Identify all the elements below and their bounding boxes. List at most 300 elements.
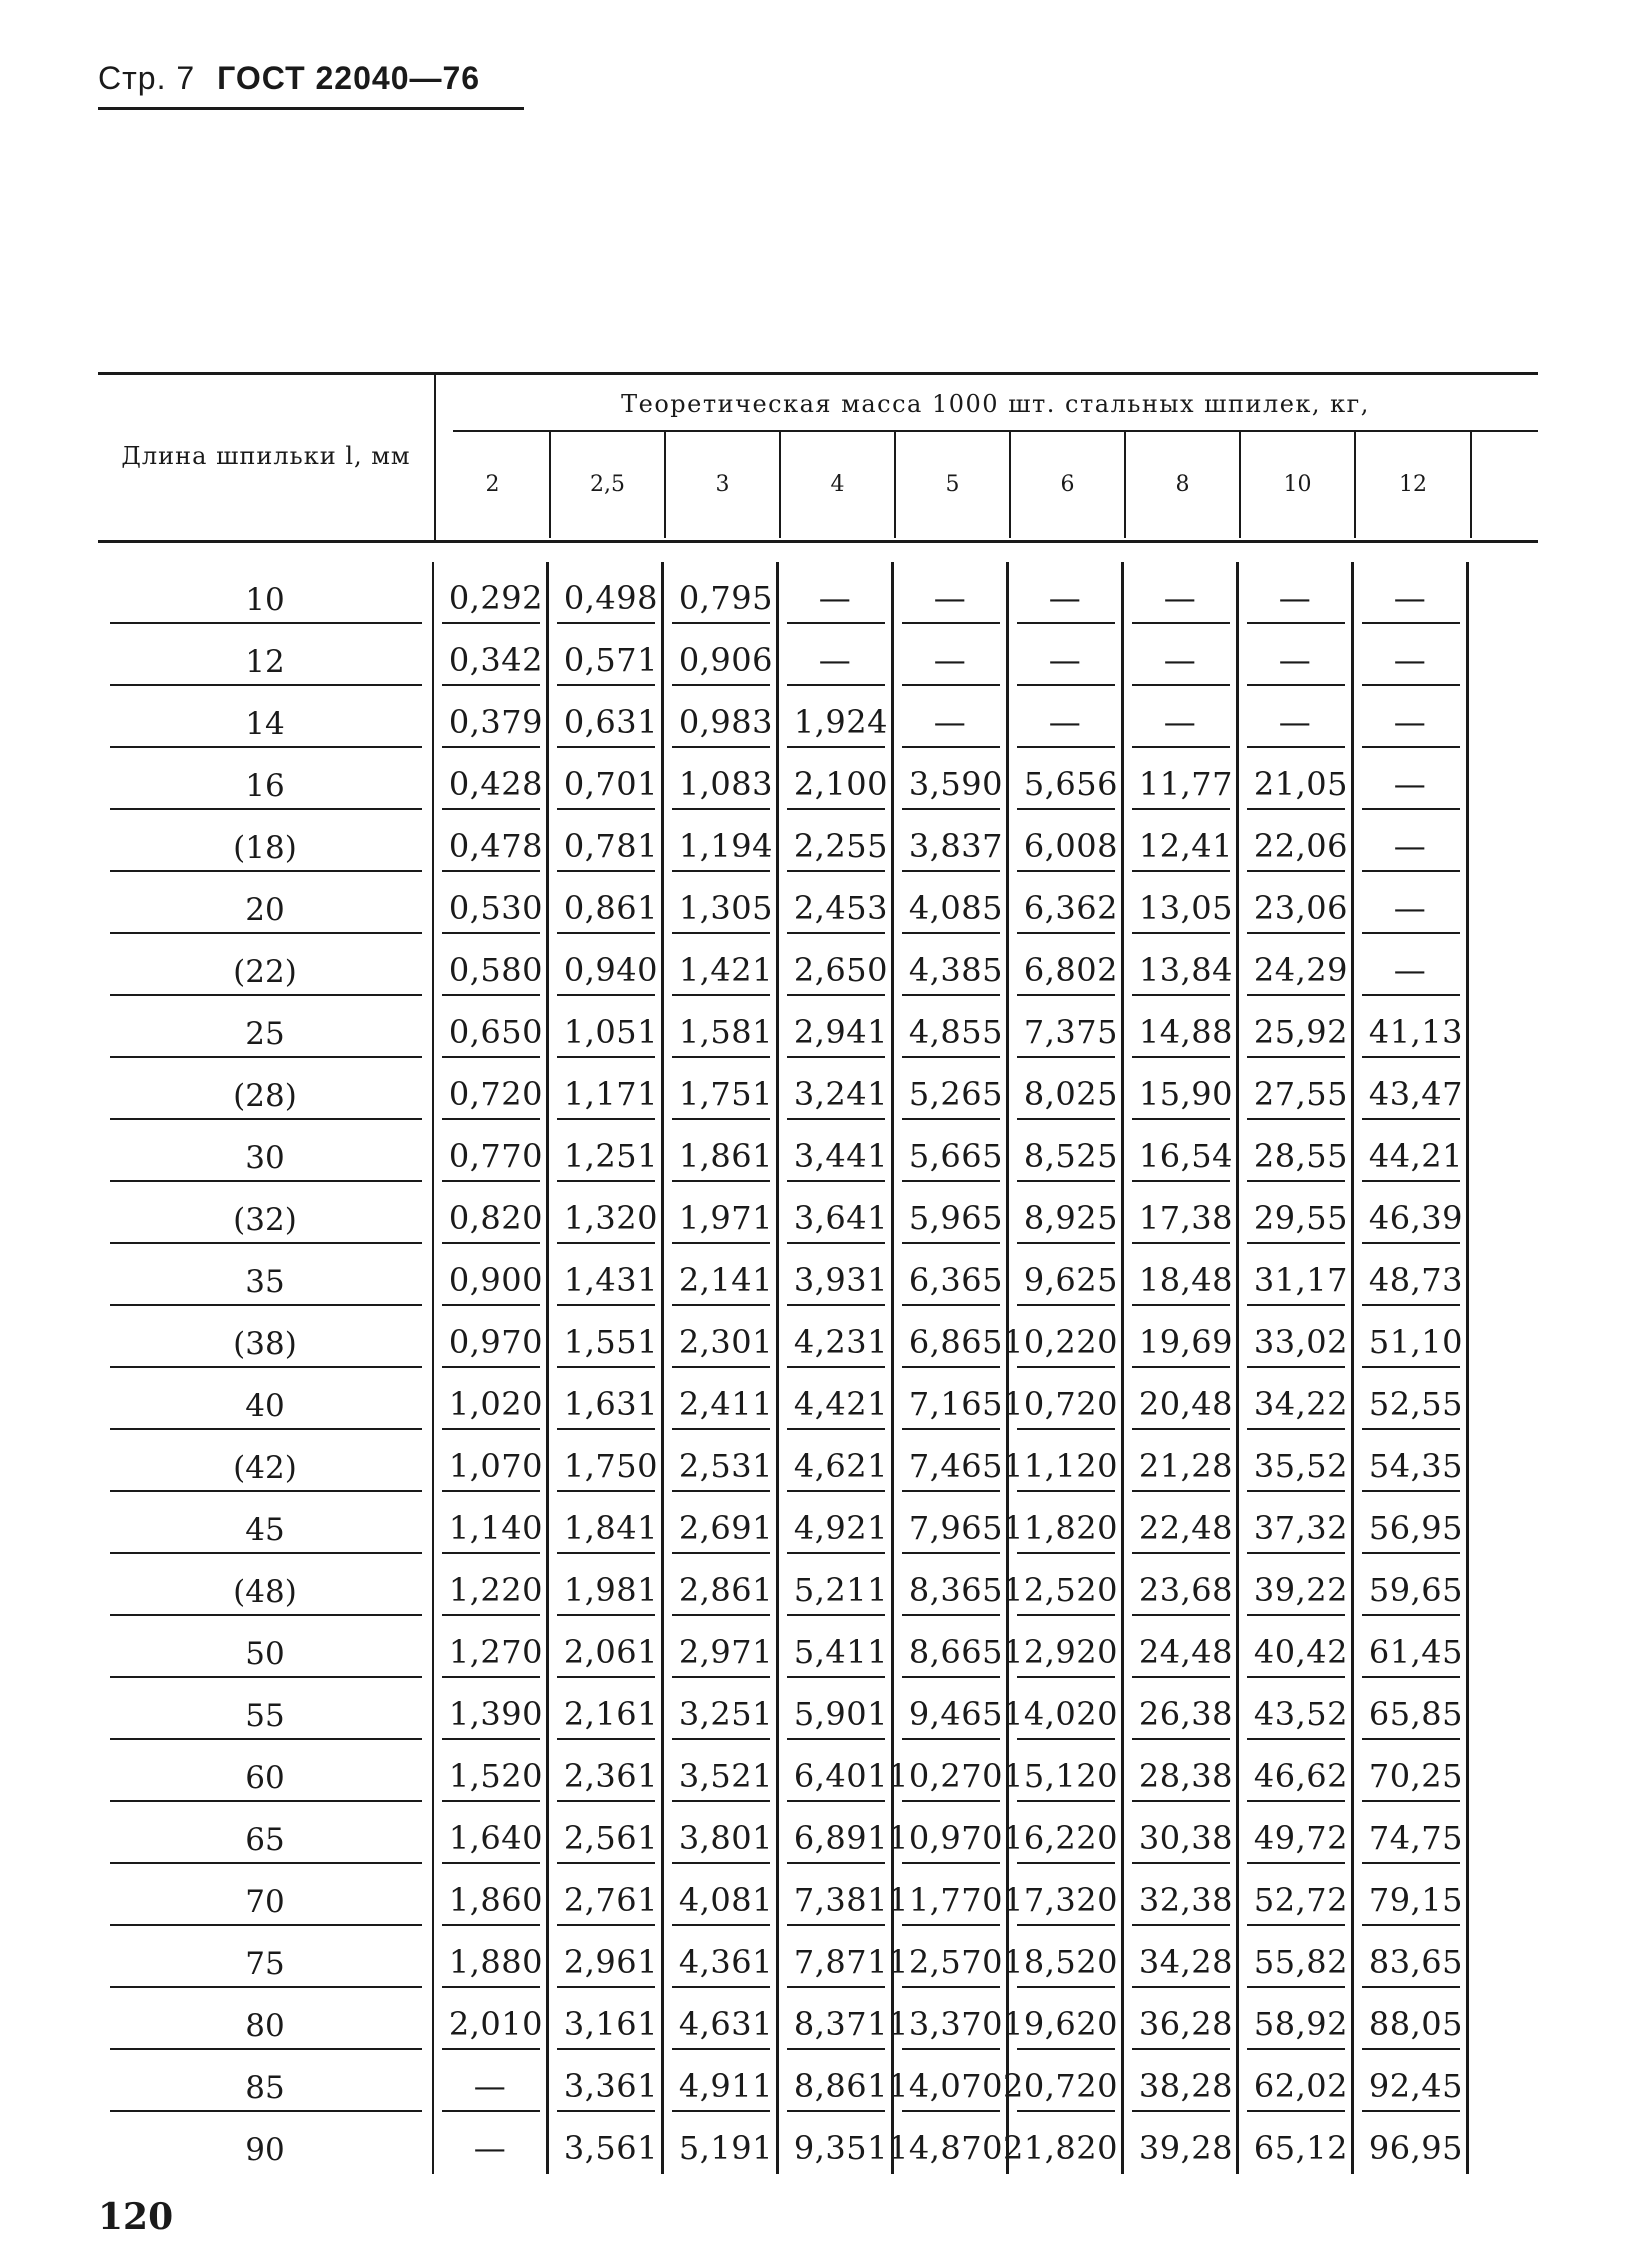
mass-cell: 20,48 — [1124, 1368, 1239, 1430]
mass-cell: 0,478 — [434, 810, 549, 872]
mass-cell: 2,301 — [664, 1306, 779, 1368]
mass-cell: 3,641 — [779, 1182, 894, 1244]
mass-cell: 8,525 — [1009, 1120, 1124, 1182]
mass-cell: 0,571 — [549, 624, 664, 686]
mass-cell: — — [1354, 810, 1469, 872]
mass-cell: 3,561 — [549, 2112, 664, 2174]
mass-cell: 24,29 — [1239, 934, 1354, 996]
mass-cell: 0,701 — [549, 748, 664, 810]
mass-cell: — — [434, 2112, 549, 2174]
mass-cell: 1,251 — [549, 1120, 664, 1182]
mass-cell: 3,837 — [894, 810, 1009, 872]
mass-cell: 14,870 — [894, 2112, 1009, 2174]
mass-cell: 20,720 — [1009, 2050, 1124, 2112]
mass-cell: 1,971 — [664, 1182, 779, 1244]
mass-cell: 51,10 — [1354, 1306, 1469, 1368]
mass-cell: 4,621 — [779, 1430, 894, 1492]
mass-cell: 5,965 — [894, 1182, 1009, 1244]
mass-cell: — — [779, 624, 894, 686]
mass-cell: 1,631 — [549, 1368, 664, 1430]
table-row — [98, 1740, 1538, 1802]
length-cell: (42) — [98, 1430, 434, 1492]
mass-cell: 0,720 — [434, 1058, 549, 1120]
mass-cell: 18,520 — [1009, 1926, 1124, 1988]
mass-cell: 1,924 — [779, 686, 894, 748]
mass-cell: 5,191 — [664, 2112, 779, 2174]
mass-cell: 2,255 — [779, 810, 894, 872]
mass-cell: 14,020 — [1009, 1678, 1124, 1740]
table-row — [98, 1864, 1538, 1926]
mass-cell: 0,900 — [434, 1244, 549, 1306]
mass-cell: 3,590 — [894, 748, 1009, 810]
mass-cell: 26,38 — [1124, 1678, 1239, 1740]
mass-cell: 0,861 — [549, 872, 664, 934]
table-row — [98, 996, 1538, 1058]
mass-cell: 43,52 — [1239, 1678, 1354, 1740]
mass-cell: 34,28 — [1124, 1926, 1239, 1988]
mass-cell: 55,82 — [1239, 1926, 1354, 1988]
mass-cell: 6,008 — [1009, 810, 1124, 872]
mass-cell: 14,070 — [894, 2050, 1009, 2112]
mass-cell: 1,390 — [434, 1678, 549, 1740]
table-row — [98, 1926, 1538, 1988]
mass-cell: 62,02 — [1239, 2050, 1354, 2112]
table-row — [98, 562, 1538, 624]
mass-cell: 11,770 — [894, 1864, 1009, 1926]
mass-cell: 9,351 — [779, 2112, 894, 2174]
mass-cell: 6,362 — [1009, 872, 1124, 934]
column-header: 6 — [1011, 430, 1126, 538]
table-row — [98, 1988, 1538, 2050]
mass-cell: 1,751 — [664, 1058, 779, 1120]
mass-cell: 83,65 — [1354, 1926, 1469, 1988]
mass-cell: 61,45 — [1354, 1616, 1469, 1678]
mass-cell: 1,520 — [434, 1740, 549, 1802]
mass-cell: 0,379 — [434, 686, 549, 748]
mass-cell: 0,795 — [664, 562, 779, 624]
page-number: 120 — [98, 2196, 174, 2238]
mass-cell: — — [1354, 872, 1469, 934]
mass-cell: 3,931 — [779, 1244, 894, 1306]
mass-cell: 13,05 — [1124, 872, 1239, 934]
mass-cell: 38,28 — [1124, 2050, 1239, 2112]
mass-cell: 79,15 — [1354, 1864, 1469, 1926]
mass-cell: 4,385 — [894, 934, 1009, 996]
length-cell: 65 — [98, 1802, 434, 1864]
mass-cell: 28,38 — [1124, 1740, 1239, 1802]
mass-cell: 0,781 — [549, 810, 664, 872]
mass-cell: 4,085 — [894, 872, 1009, 934]
stub-header: Длина шпильки l, мм — [121, 442, 411, 470]
length-cell: 16 — [98, 748, 434, 810]
mass-cell: 65,85 — [1354, 1678, 1469, 1740]
mass-cell: 0,906 — [664, 624, 779, 686]
mass-cell: — — [1009, 624, 1124, 686]
length-cell: 25 — [98, 996, 434, 1058]
mass-cell: 12,41 — [1124, 810, 1239, 872]
mass-cell: 3,521 — [664, 1740, 779, 1802]
mass-cell: 6,802 — [1009, 934, 1124, 996]
mass-cell: 4,231 — [779, 1306, 894, 1368]
table-row — [98, 1802, 1538, 1864]
length-cell: (32) — [98, 1182, 434, 1244]
mass-cell: 0,983 — [664, 686, 779, 748]
mass-cell: 1,551 — [549, 1306, 664, 1368]
mass-cell: 1,431 — [549, 1244, 664, 1306]
mass-cell: 35,52 — [1239, 1430, 1354, 1492]
table-row — [98, 624, 1538, 686]
mass-cell: — — [1124, 686, 1239, 748]
mass-cell: 1,140 — [434, 1492, 549, 1554]
mass-cell: 2,010 — [434, 1988, 549, 2050]
column-header: 2,5 — [551, 430, 666, 538]
mass-cell: 1,070 — [434, 1430, 549, 1492]
mass-cell: 31,17 — [1239, 1244, 1354, 1306]
mass-cell: 1,981 — [549, 1554, 664, 1616]
mass-cell: — — [1239, 562, 1354, 624]
length-cell: 50 — [98, 1616, 434, 1678]
mass-cell: 0,631 — [549, 686, 664, 748]
mass-cell: 8,665 — [894, 1616, 1009, 1678]
mass-cell: 7,381 — [779, 1864, 894, 1926]
mass-cell: — — [434, 2050, 549, 2112]
length-cell: 10 — [98, 562, 434, 624]
table-row — [98, 1058, 1538, 1120]
mass-cell: 2,453 — [779, 872, 894, 934]
mass-cell: 39,28 — [1124, 2112, 1239, 2174]
mass-cell: 92,45 — [1354, 2050, 1469, 2112]
mass-cell: 15,120 — [1009, 1740, 1124, 1802]
mass-cell: 4,081 — [664, 1864, 779, 1926]
mass-cell: 19,69 — [1124, 1306, 1239, 1368]
length-cell: 45 — [98, 1492, 434, 1554]
column-header: 5 — [896, 430, 1011, 538]
length-cell: (28) — [98, 1058, 434, 1120]
mass-cell: 4,855 — [894, 996, 1009, 1058]
mass-cell: 1,194 — [664, 810, 779, 872]
mass-cell: 4,361 — [664, 1926, 779, 1988]
length-cell: 75 — [98, 1926, 434, 1988]
mass-cell: 59,65 — [1354, 1554, 1469, 1616]
mass-cell: 1,841 — [549, 1492, 664, 1554]
mass-cell: 0,820 — [434, 1182, 549, 1244]
mass-cell: 4,631 — [664, 1988, 779, 2050]
table-row — [98, 1368, 1538, 1430]
mass-cell: 17,320 — [1009, 1864, 1124, 1926]
mass-cell: — — [1124, 624, 1239, 686]
mass-cell: 22,48 — [1124, 1492, 1239, 1554]
mass-cell: 5,265 — [894, 1058, 1009, 1120]
length-cell: 90 — [98, 2112, 434, 2174]
length-cell: (18) — [98, 810, 434, 872]
mass-cell: 10,970 — [894, 1802, 1009, 1864]
mass-cell: 56,95 — [1354, 1492, 1469, 1554]
mass-cell: 1,051 — [549, 996, 664, 1058]
column-header: 3 — [666, 430, 781, 538]
table-row — [98, 1430, 1538, 1492]
mass-cell: 3,361 — [549, 2050, 664, 2112]
mass-cell: 2,061 — [549, 1616, 664, 1678]
column-headers — [436, 430, 1472, 538]
column-header: 12 — [1356, 430, 1472, 538]
length-cell: 12 — [98, 624, 434, 686]
mass-cell: 36,28 — [1124, 1988, 1239, 2050]
mass-cell: 2,531 — [664, 1430, 779, 1492]
mass-cell: 32,38 — [1124, 1864, 1239, 1926]
mass-cell: 46,39 — [1354, 1182, 1469, 1244]
mass-cell: 39,22 — [1239, 1554, 1354, 1616]
mass-cell: 7,965 — [894, 1492, 1009, 1554]
mass-cell: 7,871 — [779, 1926, 894, 1988]
mass-cell: 4,921 — [779, 1492, 894, 1554]
mass-cell: 1,880 — [434, 1926, 549, 1988]
mass-cell: — — [1009, 562, 1124, 624]
mass-cell: 0,428 — [434, 748, 549, 810]
mass-cell: — — [894, 624, 1009, 686]
mass-cell: 8,371 — [779, 1988, 894, 2050]
table-row — [98, 1244, 1538, 1306]
mass-cell: — — [894, 686, 1009, 748]
mass-cell: 0,940 — [549, 934, 664, 996]
mass-cell: 13,370 — [894, 1988, 1009, 2050]
mass-cell: 12,570 — [894, 1926, 1009, 1988]
mass-cell: 33,02 — [1239, 1306, 1354, 1368]
mass-cell: 0,650 — [434, 996, 549, 1058]
mass-cell: 2,691 — [664, 1492, 779, 1554]
mass-cell: 58,92 — [1239, 1988, 1354, 2050]
mass-cell: 1,581 — [664, 996, 779, 1058]
mass-cell: 49,72 — [1239, 1802, 1354, 1864]
length-cell: 20 — [98, 872, 434, 934]
mass-cell: 3,161 — [549, 1988, 664, 2050]
mass-cell: 52,72 — [1239, 1864, 1354, 1926]
mass-cell: 4,911 — [664, 2050, 779, 2112]
table-row — [98, 1492, 1538, 1554]
mass-cell: 0,292 — [434, 562, 549, 624]
mass-cell: — — [1354, 624, 1469, 686]
mass-cell: 8,025 — [1009, 1058, 1124, 1120]
mass-cell: — — [894, 562, 1009, 624]
mass-cell: 7,375 — [1009, 996, 1124, 1058]
mass-cell: — — [1009, 686, 1124, 748]
mass-cell: 10,270 — [894, 1740, 1009, 1802]
mass-cell: 3,241 — [779, 1058, 894, 1120]
mass-cell: 30,38 — [1124, 1802, 1239, 1864]
table-row — [98, 1182, 1538, 1244]
mass-cell: — — [1354, 686, 1469, 748]
mass-cell: 2,361 — [549, 1740, 664, 1802]
mass-cell: — — [1239, 686, 1354, 748]
mass-cell: 2,161 — [549, 1678, 664, 1740]
mass-cell: 41,13 — [1354, 996, 1469, 1058]
table-row — [98, 934, 1538, 996]
mass-cell: 11,77 — [1124, 748, 1239, 810]
mass-cell: 27,55 — [1239, 1058, 1354, 1120]
length-cell: 55 — [98, 1678, 434, 1740]
table-row — [98, 1306, 1538, 1368]
mass-cell: 37,32 — [1239, 1492, 1354, 1554]
mass-cell: 16,54 — [1124, 1120, 1239, 1182]
mass-cell: 46,62 — [1239, 1740, 1354, 1802]
mass-cell: 96,95 — [1354, 2112, 1469, 2174]
mass-cell: 44,21 — [1354, 1120, 1469, 1182]
column-header: 10 — [1241, 430, 1356, 538]
mass-cell: 7,465 — [894, 1430, 1009, 1492]
mass-cell: 2,961 — [549, 1926, 664, 1988]
mass-cell: 9,625 — [1009, 1244, 1124, 1306]
mass-cell: 2,861 — [664, 1554, 779, 1616]
mass-cell: 11,120 — [1009, 1430, 1124, 1492]
length-cell: 85 — [98, 2050, 434, 2112]
mass-cell: 2,971 — [664, 1616, 779, 1678]
length-cell: (48) — [98, 1554, 434, 1616]
mass-cell: 0,498 — [549, 562, 664, 624]
mass-cell: — — [1124, 562, 1239, 624]
mass-cell: 2,941 — [779, 996, 894, 1058]
mass-cell: — — [1354, 748, 1469, 810]
length-cell: 60 — [98, 1740, 434, 1802]
mass-cell: 25,92 — [1239, 996, 1354, 1058]
mass-cell: 48,73 — [1354, 1244, 1469, 1306]
table-row — [98, 2112, 1538, 2174]
mass-cell: 13,84 — [1124, 934, 1239, 996]
length-cell: 40 — [98, 1368, 434, 1430]
table-row — [98, 2050, 1538, 2112]
mass-cell: 1,305 — [664, 872, 779, 934]
mass-cell: 2,411 — [664, 1368, 779, 1430]
mass-cell: 18,48 — [1124, 1244, 1239, 1306]
mass-cell: 1,860 — [434, 1864, 549, 1926]
table-row — [98, 1616, 1538, 1678]
mass-cell: 3,801 — [664, 1802, 779, 1864]
header-bottom-rule — [98, 540, 1538, 543]
mass-cell: 19,620 — [1009, 1988, 1124, 2050]
mass-cell: 3,251 — [664, 1678, 779, 1740]
mass-cell: 3,441 — [779, 1120, 894, 1182]
mass-cell: 5,411 — [779, 1616, 894, 1678]
mass-cell: 70,25 — [1354, 1740, 1469, 1802]
mass-cell: 12,520 — [1009, 1554, 1124, 1616]
mass-cell: 11,820 — [1009, 1492, 1124, 1554]
mass-cell: 6,865 — [894, 1306, 1009, 1368]
column-header: 4 — [781, 430, 896, 538]
mass-cell: 22,06 — [1239, 810, 1354, 872]
standard-number: ГОСТ 22040—76 — [217, 60, 481, 96]
mass-cell: 2,141 — [664, 1244, 779, 1306]
mass-cell: 17,38 — [1124, 1182, 1239, 1244]
table-row — [98, 1120, 1538, 1182]
mass-cell: 1,083 — [664, 748, 779, 810]
mass-cell: 54,35 — [1354, 1430, 1469, 1492]
page-label: Стр. 7 — [98, 60, 196, 96]
mass-cell: 74,75 — [1354, 1802, 1469, 1864]
mass-cell: 1,020 — [434, 1368, 549, 1430]
mass-cell: 6,891 — [779, 1802, 894, 1864]
mass-cell: 0,770 — [434, 1120, 549, 1182]
column-header: 8 — [1126, 430, 1241, 538]
mass-cell: 40,42 — [1239, 1616, 1354, 1678]
mass-cell: 0,530 — [434, 872, 549, 934]
spanning-header: Теоретическая масса 1000 шт. стальных шпилек, кг, — [453, 384, 1538, 432]
mass-cell: 6,401 — [779, 1740, 894, 1802]
table-row — [98, 1678, 1538, 1740]
mass-cell: 6,365 — [894, 1244, 1009, 1306]
mass-cell: 2,561 — [549, 1802, 664, 1864]
mass-cell: 5,901 — [779, 1678, 894, 1740]
mass-cell: 15,90 — [1124, 1058, 1239, 1120]
mass-cell: 1,861 — [664, 1120, 779, 1182]
length-cell: (22) — [98, 934, 434, 996]
mass-cell: 5,211 — [779, 1554, 894, 1616]
mass-cell: 16,220 — [1009, 1802, 1124, 1864]
length-cell: 14 — [98, 686, 434, 748]
mass-cell: 0,580 — [434, 934, 549, 996]
mass-cell: 9,465 — [894, 1678, 1009, 1740]
mass-cell: 2,761 — [549, 1864, 664, 1926]
mass-cell: 23,68 — [1124, 1554, 1239, 1616]
table-row — [98, 1554, 1538, 1616]
mass-cell: 8,925 — [1009, 1182, 1124, 1244]
mass-cell: 0,970 — [434, 1306, 549, 1368]
mass-cell: 24,48 — [1124, 1616, 1239, 1678]
length-cell: 30 — [98, 1120, 434, 1182]
table-body — [98, 562, 1538, 2174]
mass-cell: 14,88 — [1124, 996, 1239, 1058]
mass-cell: 21,28 — [1124, 1430, 1239, 1492]
column-header: 2 — [436, 430, 551, 538]
mass-cell: 1,320 — [549, 1182, 664, 1244]
mass-cell: 1,220 — [434, 1554, 549, 1616]
mass-cell: 12,920 — [1009, 1616, 1124, 1678]
mass-cell: 88,05 — [1354, 1988, 1469, 2050]
mass-cell: 2,100 — [779, 748, 894, 810]
mass-cell: 65,12 — [1239, 2112, 1354, 2174]
mass-cell: 8,861 — [779, 2050, 894, 2112]
length-cell: 80 — [98, 1988, 434, 2050]
table-row — [98, 872, 1538, 934]
mass-cell: 1,750 — [549, 1430, 664, 1492]
mass-cell: 28,55 — [1239, 1120, 1354, 1182]
mass-cell: 43,47 — [1354, 1058, 1469, 1120]
mass-cell: 23,06 — [1239, 872, 1354, 934]
length-cell: 35 — [98, 1244, 434, 1306]
mass-cell: 7,165 — [894, 1368, 1009, 1430]
length-cell: 70 — [98, 1864, 434, 1926]
mass-cell: 29,55 — [1239, 1182, 1354, 1244]
mass-cell: — — [1354, 934, 1469, 996]
mass-cell: 1,640 — [434, 1802, 549, 1864]
mass-cell: 21,05 — [1239, 748, 1354, 810]
stub-header-cell — [98, 372, 436, 540]
table-row — [98, 748, 1538, 810]
mass-cell: 0,342 — [434, 624, 549, 686]
mass-cell: 8,365 — [894, 1554, 1009, 1616]
mass-cell: 2,650 — [779, 934, 894, 996]
mass-cell: — — [1239, 624, 1354, 686]
running-header — [98, 60, 524, 110]
table-row — [98, 686, 1538, 748]
mass-cell: 52,55 — [1354, 1368, 1469, 1430]
table-row — [98, 810, 1538, 872]
mass-cell: 10,720 — [1009, 1368, 1124, 1430]
mass-cell: 5,656 — [1009, 748, 1124, 810]
mass-cell: 1,270 — [434, 1616, 549, 1678]
mass-cell: 21,820 — [1009, 2112, 1124, 2174]
mass-cell: — — [1354, 562, 1469, 624]
mass-cell: 5,665 — [894, 1120, 1009, 1182]
mass-cell: 34,22 — [1239, 1368, 1354, 1430]
mass-cell: 1,171 — [549, 1058, 664, 1120]
